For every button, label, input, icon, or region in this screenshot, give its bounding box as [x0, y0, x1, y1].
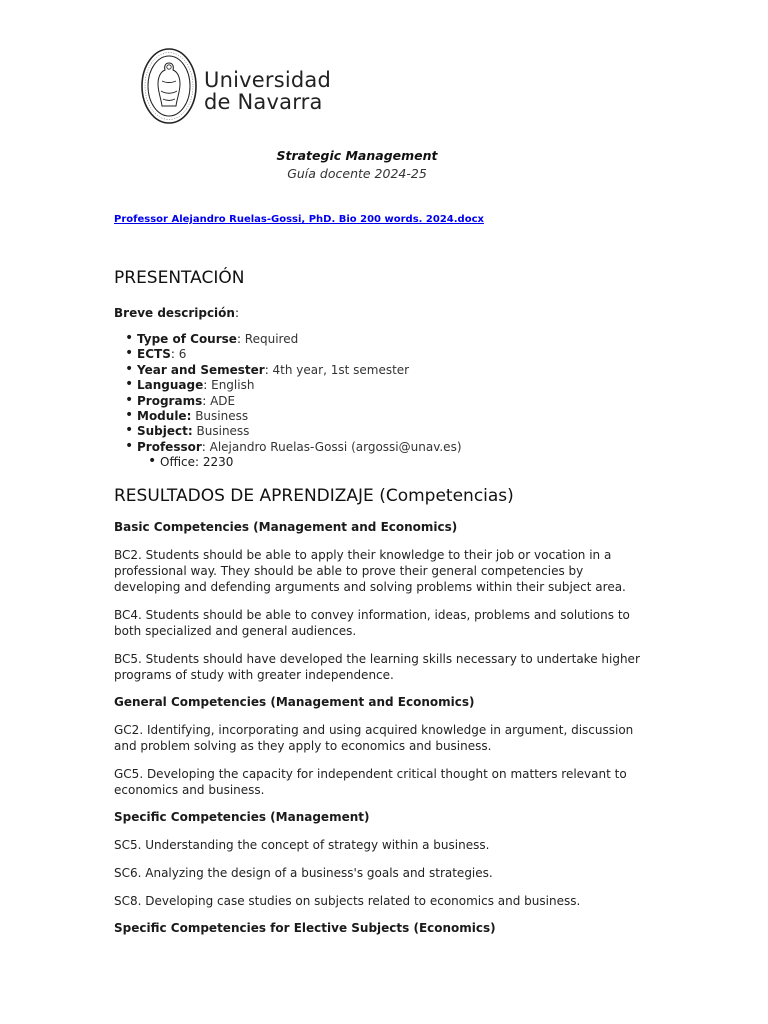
competency-sc6: SC6. Analyzing the design of a business's goals and strategies. — [114, 865, 493, 880]
brief-description-label: Breve descripción: — [114, 306, 240, 320]
competency-bc2: BC2. Students should be able to apply their knowledge to their job or vocation in a professional way. They should be able to prove their general competencies by developing and defending arguments and solving problems within their subject area. — [114, 547, 626, 594]
office-item: • Office: 2230 — [114, 455, 644, 470]
learning-outcomes-heading: RESULTADOS DE APRENDIZAJE (Competencias) — [114, 485, 514, 506]
list-item: • ECTS: 6 — [114, 347, 644, 362]
list-item: • Professor: Alejandro Ruelas-Gossi (argossi@unav.es) — [114, 440, 644, 455]
wordmark-line-2: de Navarra — [204, 90, 323, 114]
competency-gc5: GC5. Developing the capacity for independent critical thought on matters relevant to economics and business. — [114, 766, 627, 797]
university-logo — [140, 47, 340, 127]
elective-competencies-title: Specific Competencies for Elective Subjects (Economics) — [114, 920, 496, 935]
guide-content — [114, 268, 644, 948]
competency-bc4: BC4. Students should be able to convey information, ideas, problems and solutions to both specialized and general audiences. — [114, 607, 630, 638]
course-subtitle: Guía docente 2024-25 — [287, 166, 427, 181]
competency-bc5: BC5. Students should have developed the learning skills necessary to undertake higher programs of study with greater independence. — [114, 651, 640, 682]
presentation-heading: PRESENTACIÓN — [114, 268, 245, 288]
university-seal-icon — [140, 47, 198, 125]
specific-competencies-title: Specific Competencies (Management) — [114, 809, 370, 824]
competency-sc5: SC5. Understanding the concept of strategy within a business. — [114, 837, 490, 852]
list-item: • Year and Semester: 4th year, 1st semester — [114, 363, 644, 378]
course-facts-list — [114, 332, 644, 455]
list-item: • Type of Course: Required — [114, 332, 644, 347]
general-competencies-title: General Competencies (Management and Economics) — [114, 694, 475, 709]
university-wordmark — [204, 69, 331, 113]
competency-sc8: SC8. Developing case studies on subjects related to economics and business. — [114, 893, 581, 908]
course-title: Strategic Management — [276, 148, 438, 163]
list-item: • Module: Business — [114, 409, 644, 424]
wordmark-line-1: Universidad — [204, 68, 332, 92]
list-item: • Language: English — [114, 378, 644, 393]
list-item: • Programs: ADE — [114, 394, 644, 409]
basic-competencies-title: Basic Competencies (Management and Economics) — [114, 519, 458, 534]
competency-gc2: GC2. Identifying, incorporating and using acquired knowledge in argument, discussion and problem solving as they apply to economics and business. — [114, 722, 634, 753]
professor-details-list — [114, 455, 644, 470]
professor-bio-link[interactable]: Professor Alejandro Ruelas-Gossi, PhD. Bio 200 words. 2024.docx — [114, 214, 484, 225]
list-item: • Subject: Business — [114, 424, 644, 439]
